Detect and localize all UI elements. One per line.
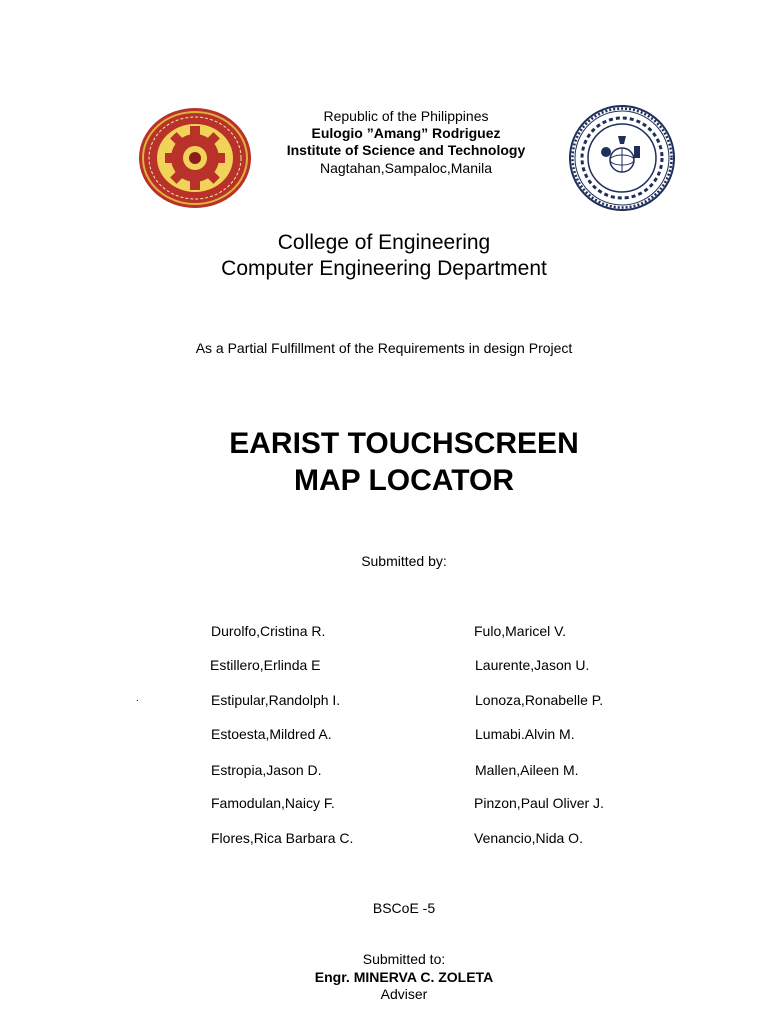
member-name: Estropia,Jason D. bbox=[211, 762, 322, 778]
adviser-label: Adviser bbox=[380, 986, 428, 1002]
submitted-by-label: Submitted by: bbox=[361, 553, 447, 569]
school-name-line2: Institute of Science and Technology bbox=[286, 142, 526, 158]
member-name: Estoesta,Mildred A. bbox=[211, 726, 332, 742]
republic-line: Republic of the Philippines bbox=[323, 108, 489, 124]
member-name: Fulo,Maricel V. bbox=[474, 623, 567, 639]
member-name: Famodulan,Naicy F. bbox=[211, 795, 335, 811]
member-name: Estipular,Randolph I. bbox=[211, 692, 341, 708]
school-address: Nagtahan,Sampaloc,Manila bbox=[320, 160, 492, 176]
school-name-line1: Eulogio ”Amang” Rodriguez bbox=[311, 125, 501, 141]
department-name: Computer Engineering Department bbox=[221, 257, 547, 280]
member-name: Durolfo,Cristina R. bbox=[211, 623, 326, 639]
college-of-engineering-seal-logo bbox=[566, 104, 678, 212]
member-name: Lonoza,Ronabelle P. bbox=[475, 692, 604, 708]
member-name: Pinzon,Paul Oliver J. bbox=[474, 795, 604, 811]
adviser-name: Engr. MINERVA C. ZOLETA bbox=[314, 969, 494, 985]
member-name: Estillero,Erlinda E bbox=[210, 657, 321, 673]
project-title-line2: MAP LOCATOR bbox=[293, 464, 514, 497]
member-name: Laurente,Jason U. bbox=[475, 657, 590, 673]
purpose-statement: As a Partial Fulfillment of the Requirements in design Project bbox=[195, 340, 573, 356]
member-name: Flores,Rica Barbara C. bbox=[211, 830, 354, 846]
college-name: College of Engineering bbox=[277, 231, 491, 254]
engineering-seal-icon bbox=[566, 104, 678, 212]
member-name: Lumabi.Alvin M. bbox=[475, 726, 575, 742]
member-name: Venancio,Nida O. bbox=[474, 830, 583, 846]
project-title-line1: EARIST TOUCHSCREEN bbox=[229, 427, 579, 460]
section-label: BSCoE -5 bbox=[372, 900, 436, 916]
member-name: Mallen,Aileen M. bbox=[475, 762, 579, 778]
stray-mark: . bbox=[136, 693, 139, 704]
submitted-to-label: Submitted to: bbox=[362, 951, 446, 967]
